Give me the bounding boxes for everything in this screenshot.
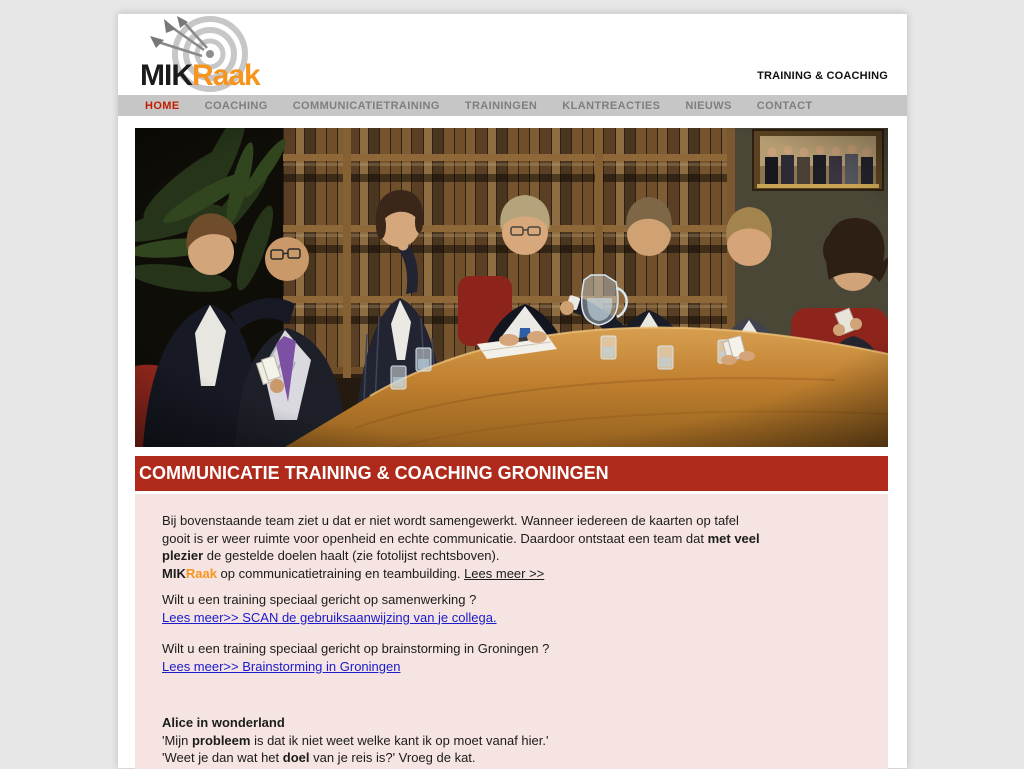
header-tagline: TRAINING & COACHING <box>757 70 888 82</box>
intro-brand-raak: Raak <box>185 565 217 581</box>
question-brainstorming-text: Wilt u een training speciaal gericht op brainstorming in Groningen ? <box>162 641 550 656</box>
link-scan-collega[interactable]: Lees meer>> SCAN de gebruiksaanwijzing van je collega. <box>162 609 497 625</box>
nav-item-home[interactable]: HOME <box>145 99 180 112</box>
link-lees-meer-intro[interactable]: Lees meer >> <box>464 565 545 581</box>
nav-item-nieuws[interactable]: NIEUWS <box>685 99 732 112</box>
alice-q2-post: van je reis is?' Vroeg de kat. <box>309 750 476 765</box>
intro-brand-mik: MIK <box>162 565 186 581</box>
main-nav <box>118 95 907 116</box>
alice-q1-post: is dat ik niet weet welke kant ik op moet vanaf hier.' <box>250 732 549 748</box>
intro-text-2: de gestelde doelen haalt (zie fotolijst rechtsboven). <box>203 548 500 563</box>
logo-text-mik: MIK <box>140 59 192 92</box>
alice-paragraph <box>162 714 766 767</box>
intro-bold: met veel plezier <box>162 530 760 563</box>
logo-text <box>140 61 260 91</box>
alice-q1-pre: 'Mijn <box>162 732 192 748</box>
nav-item-coaching[interactable]: COACHING <box>204 99 268 112</box>
page <box>118 13 907 768</box>
alice-quote-2 <box>162 750 476 765</box>
brand-logo[interactable] <box>136 16 276 94</box>
nav-item-trainingen[interactable]: TRAININGEN <box>464 99 538 112</box>
alice-quote-1 <box>162 733 548 748</box>
question-samenwerking <box>162 591 766 626</box>
content-area <box>135 494 888 769</box>
alice-q2-bold: doel <box>282 750 310 765</box>
header <box>118 14 907 95</box>
alice-heading: Alice in wonderland <box>162 715 285 730</box>
nav-item-klantreacties[interactable]: KLANTREACTIES <box>562 99 661 112</box>
logo-text-raak: Raak <box>192 59 260 92</box>
banner-title: COMMUNICATIE TRAINING & COACHING GRONINGEN <box>135 456 888 491</box>
intro-paragraph <box>162 512 766 582</box>
alice-q2-pre: 'Weet je dan wat het <box>162 750 283 765</box>
intro-text-1: Bij bovenstaande team ziet u dat er niet wordt samengewerkt. Wanneer iedereen de kaarten op tafel gooit is er weer ruimte voor openheid en echte communicatie. Daardoor ontstaat een team dat <box>162 513 739 546</box>
question-brainstorming <box>162 640 766 675</box>
hero-illustration <box>135 128 888 447</box>
alice-q1-bold: probleem <box>191 732 251 748</box>
intro-text-3: op communicatietraining en teambuilding. <box>216 565 465 581</box>
nav-item-communicatietraining[interactable]: COMMUNICATIETRAINING <box>292 99 440 112</box>
question-samenwerking-text: Wilt u een training speciaal gericht op samenwerking ? <box>162 592 477 607</box>
link-brainstorming-groningen[interactable]: Lees meer>> Brainstorming in Groningen <box>162 658 401 674</box>
hero-photo <box>135 128 888 447</box>
nav-item-contact[interactable]: CONTACT <box>756 99 813 112</box>
